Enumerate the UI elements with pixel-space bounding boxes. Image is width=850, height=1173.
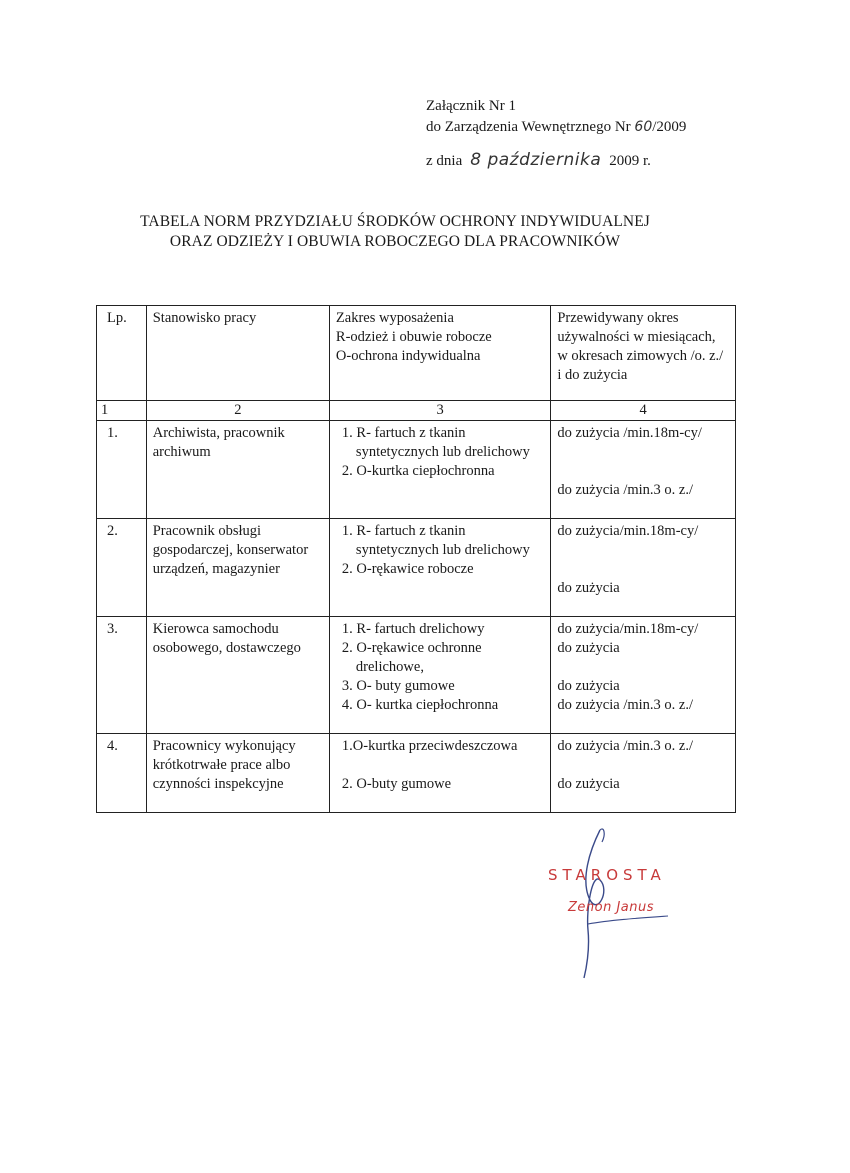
row-value: do zużycia/min.18m-cy/ xyxy=(557,523,699,539)
row-item: 2. O-rękawice robocze xyxy=(341,561,474,577)
row-value: do zużycia xyxy=(557,776,620,792)
document-title xyxy=(0,212,790,252)
row-item: 1. R- fartuch z tkanin syntetycznych lub drelichowy xyxy=(341,425,530,460)
row-value: do zużycia xyxy=(557,640,620,656)
row-item: 2. O-kurtka ciepłochronna xyxy=(341,463,495,479)
row-values xyxy=(551,617,736,734)
title-line-2: ORAZ ODZIEŻY I OBUWIA ROBOCZEGO DLA PRACOWNIKÓW xyxy=(169,233,621,250)
column-number: 3 xyxy=(329,401,550,421)
table-row xyxy=(97,519,736,617)
regulation-prefix: do Zarządzenia Wewnętrznego Nr xyxy=(426,119,631,135)
table-row xyxy=(97,734,736,813)
norms-table xyxy=(96,305,736,813)
row-items xyxy=(329,617,550,734)
regulation-number-handwritten: 60 xyxy=(634,119,653,135)
row-position: Archiwista, pracownik archiwum xyxy=(146,421,329,519)
row-item: 1. R- fartuch z tkanin syntetycznych lub drelichowy xyxy=(341,523,530,558)
row-value: do zużycia xyxy=(557,678,620,694)
date-prefix: z dnia xyxy=(426,153,463,169)
regulation-year: /2009 xyxy=(652,119,687,135)
row-items xyxy=(329,734,550,813)
column-number: 4 xyxy=(551,401,736,421)
row-value: do zużycia/min.18m-cy/ xyxy=(557,621,699,637)
header-scope-r: R-odzież i obuwie robocze xyxy=(335,329,492,345)
title-line-1: TABELA NORM PRZYDZIAŁU ŚRODKÓW OCHRONY INDYWIDUALNEJ xyxy=(140,213,650,230)
row-value: do zużycia /min.18m-cy/ xyxy=(557,425,702,441)
header-scope xyxy=(329,306,550,401)
header-scope-o: O-ochrona indywidualna xyxy=(335,348,481,364)
row-item: 4. O- kurtka ciepłochronna xyxy=(341,697,499,713)
row-items xyxy=(329,421,550,519)
row-value: do zużycia xyxy=(557,580,620,596)
row-item: 2. O-buty gumowe xyxy=(341,776,452,792)
table-row xyxy=(97,617,736,734)
header-period: Przewidywany okres używalności w miesiącach, w okresach zimowych /o. z./ i do zużycia xyxy=(551,306,736,401)
date-handwritten: 8 października xyxy=(470,150,602,170)
table-header-row xyxy=(97,306,736,401)
row-lp: 1. xyxy=(97,421,147,519)
row-position: Kierowca samochodu osobowego, dostawczego xyxy=(146,617,329,734)
stamp-name: Zenon Janus xyxy=(568,900,655,915)
row-lp: 3. xyxy=(97,617,147,734)
row-values xyxy=(551,519,736,617)
annex-label: Załącznik Nr 1 xyxy=(426,98,516,114)
row-value: do zużycia /min.3 o. z./ xyxy=(557,738,694,754)
header-scope-title: Zakres wyposażenia xyxy=(335,310,454,326)
regulation-reference xyxy=(426,117,686,138)
row-position: Pracownicy wykonujący krótkotrwałe prace albo czynności inspekcyjne xyxy=(146,734,329,813)
date-line xyxy=(426,150,686,172)
row-value: do zużycia /min.3 o. z./ xyxy=(557,482,694,498)
row-item: 2. O-rękawice ochronne drelichowe, xyxy=(341,640,482,675)
row-items xyxy=(329,519,550,617)
row-value: do zużycia /min.3 o. z./ xyxy=(557,697,694,713)
row-item: 1. R- fartuch drelichowy xyxy=(341,621,485,637)
row-values xyxy=(551,734,736,813)
column-number-row xyxy=(97,401,736,421)
date-suffix: 2009 r. xyxy=(609,153,651,169)
document-header xyxy=(426,96,686,172)
row-values xyxy=(551,421,736,519)
row-item: 1.O-kurtka przeciwdeszczowa xyxy=(341,738,518,754)
header-position: Stanowisko pracy xyxy=(146,306,329,401)
column-number: 1 xyxy=(97,401,147,421)
row-item: 3. O- buty gumowe xyxy=(341,678,455,694)
stamp-title: STAROSTA xyxy=(548,866,666,884)
table-row xyxy=(97,421,736,519)
row-lp: 2. xyxy=(97,519,147,617)
header-lp: Lp. xyxy=(97,306,147,401)
row-lp: 4. xyxy=(97,734,147,813)
row-position: Pracownik obsługi gospodarczej, konserwator urządzeń, magazynier xyxy=(146,519,329,617)
column-number: 2 xyxy=(146,401,329,421)
